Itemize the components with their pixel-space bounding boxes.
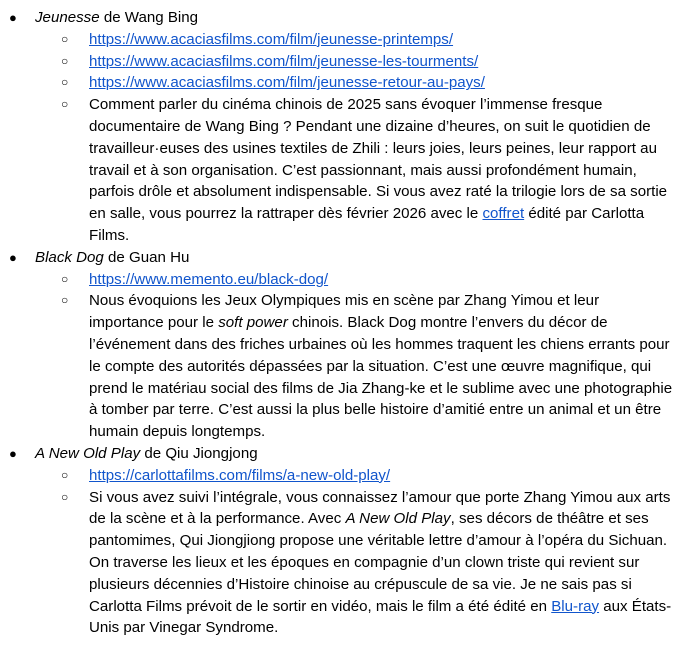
- hollow-bullet-icon: ○: [61, 75, 69, 90]
- coffret-link[interactable]: coffret: [482, 205, 525, 223]
- filled-bullet-icon: ●: [9, 445, 17, 461]
- film-heading: [0, 443, 685, 465]
- review-text: édité par Carlotta Films.: [89, 205, 645, 244]
- film-entry-jeunesse: [0, 7, 685, 247]
- review-item: [0, 94, 685, 247]
- review-text: chinois. Black Dog montre l’envers du décor de l’événement dans des friches urbaines où les hommes traquent les chiens errants pour le compte des autorités dépassées par la situation. C’est une œuvre magnifique, qui prend le matériau social des films de Jia Zhang-ke et le sublime avec une photographie à tomber par terre. C’est aussi la plus belle histoire d’amitié entre un animal et un être humain depuis longtemps.: [89, 314, 673, 441]
- film-link[interactable]: https://www.acaciasfilms.com/film/jeunesse-printemps/: [89, 30, 454, 48]
- review-text: aux États-Unis par Vinegar Syndrome.: [89, 597, 672, 637]
- review-text: Nous évoquions les Jeux Olympiques mis en scène par Zhang Yimou et leur importance pour le: [89, 292, 600, 332]
- film-link[interactable]: https://www.acaciasfilms.com/film/jeunesse-retour-au-pays/: [89, 74, 485, 92]
- film-heading: [0, 247, 685, 269]
- film-director: de Guan Hu: [103, 248, 190, 266]
- filled-bullet-icon: ●: [9, 10, 17, 25]
- review-item: [0, 487, 685, 640]
- film-link[interactable]: https://carlottafilms.com/films/a-new-old-play/: [89, 466, 391, 484]
- hollow-bullet-icon: ○: [61, 97, 69, 112]
- hollow-bullet-icon: ○: [61, 31, 69, 46]
- review-text: Comment parler du cinéma chinois de 2025 sans évoquer l’immense fresque documentaire de Wang Bing ? Pendant une dizaine d’heures, on suit le quotidien de travailleur·euses des usines textiles de Zhili : leurs joies, leurs peines, leur rapport au travail et à son organisation. C’est passionnant, mais aussi profondément humain, parfois drôle et absolument indispensable. Si vous avez raté la trilogie lors de sa sortie en salle, vous pourrez la rattraper dès février 2026 avec le: [89, 96, 668, 223]
- film-link[interactable]: https://www.memento.eu/black-dog/: [89, 270, 329, 288]
- film-title: Black Dog: [35, 248, 104, 266]
- hollow-bullet-icon: ○: [61, 489, 69, 504]
- review-item: [0, 290, 685, 443]
- film-link[interactable]: https://www.acaciasfilms.com/film/jeunesse-les-tourments/: [89, 52, 479, 70]
- hollow-bullet-icon: ○: [61, 293, 69, 308]
- link-item: [0, 465, 685, 487]
- link-item: [0, 29, 685, 51]
- review-text: , ses décors de théâtre et ses pantomimes, Qui Jiongjiong propose une véritable lettre d’amour à l’opéra du Sichuan. On traverse les lieux et les époques en compagnie d’un clown triste qui revient sur plusieurs décennies d’Histoire chinoise au crépuscule de sa vie. Je ne sais pas si Carlotta Films prévoit de le sortir en vidéo, mais le film a été édité en: [89, 510, 668, 615]
- hollow-bullet-icon: ○: [61, 53, 69, 68]
- review-emphasis: A New Old Play: [345, 510, 451, 528]
- filled-bullet-icon: ●: [9, 249, 17, 265]
- blu-ray-link[interactable]: Blu-ray: [551, 597, 600, 615]
- film-director: de Qiu Jiongjong: [140, 444, 258, 462]
- film-entry-black-dog: [0, 247, 685, 443]
- review-text: Si vous avez suivi l’intégrale, vous connaissez l’amour que porte Zhang Yimou aux arts de la scène et à la performance. Avec: [89, 488, 671, 528]
- film-heading: [0, 7, 685, 29]
- link-item: [0, 269, 685, 291]
- link-item: [0, 72, 685, 94]
- hollow-bullet-icon: ○: [61, 467, 69, 482]
- film-entry-a-new-old-play: [0, 443, 685, 639]
- film-director: de Wang Bing: [99, 9, 199, 26]
- film-title: Jeunesse: [35, 9, 100, 26]
- review-emphasis: soft power: [218, 314, 288, 332]
- hollow-bullet-icon: ○: [61, 271, 69, 286]
- film-title: A New Old Play: [35, 444, 141, 462]
- link-item: [0, 51, 685, 73]
